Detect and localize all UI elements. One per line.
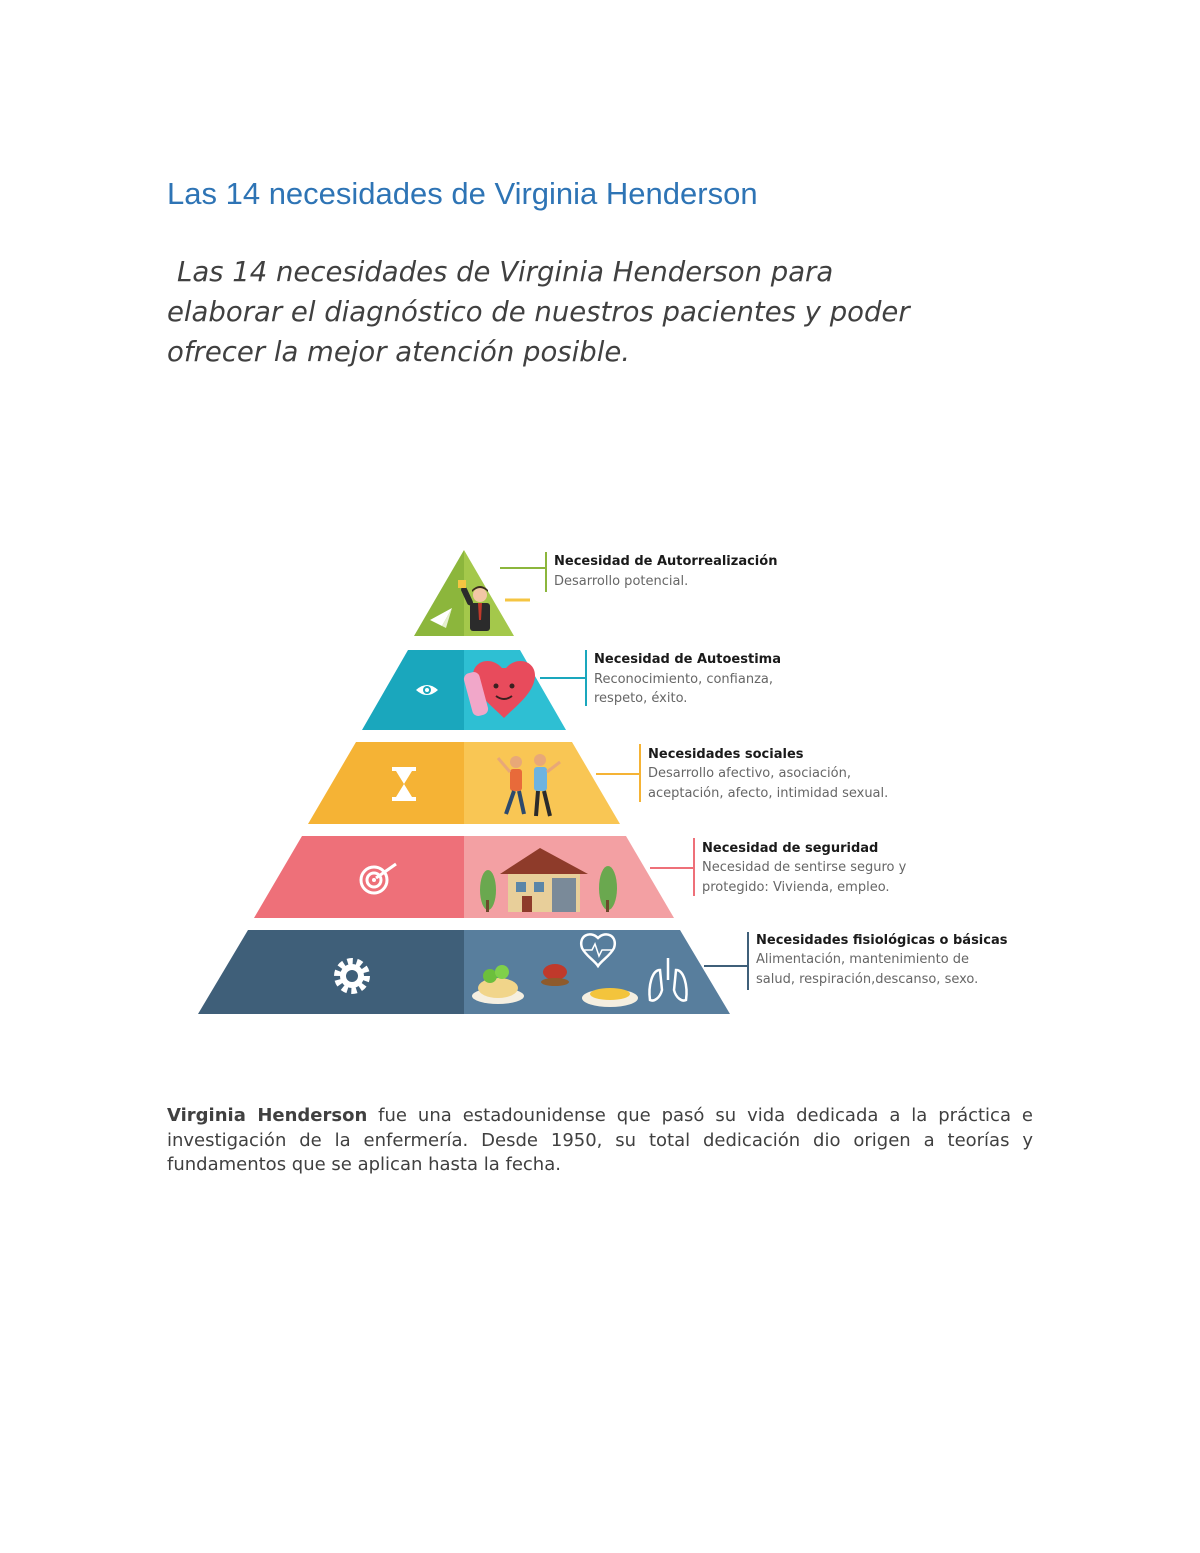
document-subtitle [167, 252, 1047, 372]
level-title-seguridad: Necesidad de seguridad [702, 841, 879, 856]
body-text: fue una estadounidense que pasó su vida dedicada a la práctica e investigación de la enfermería. Desde 1950, su total dedicación dio origen a teorías y fundamentos que se aplican hasta la fecha. [167, 1105, 1033, 1175]
level-desc-autoestima-2: respeto, éxito. [594, 691, 688, 706]
body-name: Virginia Henderson [167, 1105, 368, 1126]
level-title-autoestima: Necesidad de Autoestima [594, 652, 781, 667]
pyramid-level-autorrealizacion [414, 550, 777, 636]
level-desc-autorrealizacion: Desarrollo potencial. [554, 574, 689, 589]
level-title-autorrealizacion: Necesidad de Autorrealización [554, 554, 778, 569]
subtitle-line-1: Las 14 necesidades de Virginia Henderson para [177, 256, 834, 288]
level-desc-seguridad-1: Necesidad de sentirse seguro y [702, 860, 907, 875]
level-desc-fisiologicas-1: Alimentación, mantenimiento de [756, 952, 970, 967]
pyramid-level-fisiologicas [198, 930, 1008, 1014]
level-desc-seguridad-2: protegido: Vivienda, empleo. [702, 880, 890, 895]
pyramid-level-seguridad [254, 836, 907, 918]
subtitle-line-3: ofrecer la mejor atención posible. [167, 336, 631, 368]
document-title: Las 14 necesidades de Virginia Henderson [167, 176, 758, 211]
pyramid-level-autoestima [362, 650, 781, 730]
subtitle-line-2: elaborar el diagnóstico de nuestros pacientes y poder [167, 296, 910, 328]
level-desc-autoestima-1: Reconocimiento, confianza, [594, 672, 773, 687]
needs-pyramid-infographic [190, 540, 1030, 1020]
pyramid-level-sociales [308, 742, 888, 824]
level-desc-fisiologicas-2: salud, respiración,descanso, sexo. [756, 972, 979, 987]
level-title-sociales: Necesidades sociales [648, 747, 804, 762]
level-desc-sociales-1: Desarrollo afectivo, asociación, [648, 766, 851, 781]
level-desc-sociales-2: aceptación, afecto, intimidad sexual. [648, 786, 889, 801]
level-title-fisiologicas: Necesidades fisiológicas o básicas [756, 933, 1008, 948]
body-paragraph [167, 1104, 1033, 1178]
